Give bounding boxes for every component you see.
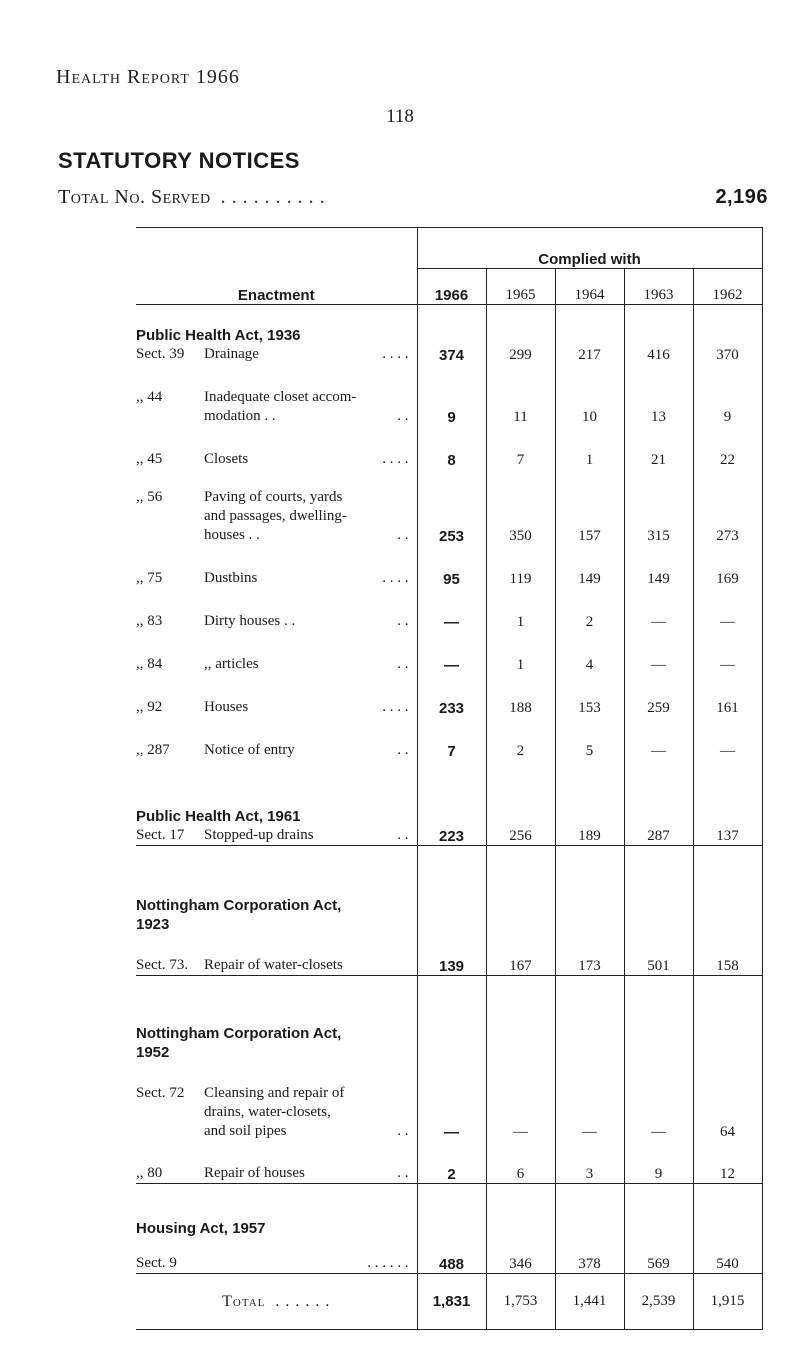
table-body (136, 305, 762, 1330)
value-cell: 315 (624, 469, 693, 545)
value-cell: — (693, 717, 762, 760)
act-title: Housing Act, 1957 (136, 1220, 266, 1237)
act-title: Public Health Act, 1961 (136, 808, 301, 825)
value-cell: 149 (624, 545, 693, 588)
section-description: and passages, dwelling- (204, 507, 347, 524)
total-value-cell: 2,539 (624, 1274, 693, 1330)
section-description: Closets (204, 450, 249, 467)
year-header: 1962 (693, 269, 762, 305)
value-cell: 7 (417, 717, 486, 760)
section-ref: ,, 45 (136, 450, 163, 467)
table-row (136, 631, 762, 674)
leader-dots: . . . . (382, 345, 409, 362)
running-head: Health Report 1966 (56, 66, 240, 88)
statutory-notices-table (136, 227, 763, 1330)
section-ref: ,, 92 (136, 698, 163, 715)
value-cell: 64 (693, 976, 762, 1141)
enactment-header: Enactment (136, 228, 417, 305)
section-ref: Sect. 72 (136, 1084, 185, 1101)
enactment-cell (136, 588, 417, 631)
section-description: Stopped-up drains (204, 827, 314, 843)
year-header: 1966 (417, 269, 486, 305)
leader-dots: . . (397, 1122, 409, 1139)
enactment-cell (136, 545, 417, 588)
section-description: ,, articles (204, 655, 259, 672)
value-cell: 4 (555, 631, 624, 674)
act-title: Nottingham Corporation Act, 1952 (136, 1024, 342, 1061)
leader-dots: . . (397, 827, 409, 843)
table-row (136, 588, 762, 631)
leader-dots: . . . . (382, 698, 409, 715)
leader-dots: . . (397, 407, 409, 424)
value-cell: — (693, 631, 762, 674)
enactment-cell (136, 1141, 417, 1184)
value-cell: 3 (555, 1141, 624, 1184)
value-cell: 189 (555, 760, 624, 846)
value-cell: — (693, 588, 762, 631)
value-cell: 21 (624, 426, 693, 469)
value-cell: 5 (555, 717, 624, 760)
value-cell: 217 (555, 305, 624, 364)
value-cell: 161 (693, 674, 762, 717)
year-header: 1965 (486, 269, 555, 305)
value-cell: 2 (417, 1141, 486, 1184)
value-cell: 346 (486, 1184, 555, 1274)
section-description: Dustbins (204, 569, 258, 586)
value-cell: 13 (624, 364, 693, 426)
value-cell: 149 (555, 545, 624, 588)
enactment-cell (136, 760, 417, 846)
served-total: 2,196 (715, 186, 768, 208)
enactment-cell (136, 469, 417, 545)
value-cell: 569 (624, 1184, 693, 1274)
value-cell: 299 (486, 305, 555, 364)
section-ref: ,, 84 (136, 655, 163, 672)
total-value-cell: 1,753 (486, 1274, 555, 1330)
value-cell: 10 (555, 364, 624, 426)
value-cell: — (624, 976, 693, 1141)
enactment-cell (136, 674, 417, 717)
section-ref: Sect. 17 (136, 827, 185, 843)
leader-dots: . . (397, 612, 409, 629)
section-description: drains, water-closets, (204, 1103, 331, 1120)
value-cell: — (417, 631, 486, 674)
table-row (136, 469, 762, 545)
total-value-cell: 1,831 (417, 1274, 486, 1330)
value-cell: 11 (486, 364, 555, 426)
table-row (136, 674, 762, 717)
leader-dots: . . . . . . (367, 1255, 409, 1271)
value-cell: 6 (486, 1141, 555, 1184)
value-cell: 119 (486, 545, 555, 588)
leader-dots: . . . . (382, 569, 409, 586)
value-cell: 157 (555, 469, 624, 545)
section-ref: ,, 75 (136, 569, 163, 586)
value-cell: 287 (624, 760, 693, 846)
total-value-cell: 1,915 (693, 1274, 762, 1330)
table-row (136, 1184, 762, 1274)
section-description: Notice of entry (204, 741, 295, 758)
value-cell: — (624, 631, 693, 674)
value-cell: 95 (417, 545, 486, 588)
total-served-line (58, 186, 768, 209)
value-cell: 1 (486, 588, 555, 631)
enactment-cell (136, 426, 417, 469)
enactment-cell (136, 717, 417, 760)
value-cell: 139 (417, 846, 486, 976)
value-cell: 2 (555, 588, 624, 631)
value-cell: 22 (693, 426, 762, 469)
table-row (136, 760, 762, 846)
value-cell: 173 (555, 846, 624, 976)
section-description: Repair of houses (204, 1165, 305, 1181)
value-cell: 2 (486, 717, 555, 760)
section-ref: ,, 56 (136, 488, 163, 505)
section-ref: Sect. 9 (136, 1255, 177, 1271)
value-cell: 378 (555, 1184, 624, 1274)
section-description: Repair of water-closets (204, 957, 343, 973)
value-cell: 488 (417, 1184, 486, 1274)
leader-dots: . . . . (382, 450, 409, 467)
leader-dots: . . . . . . (275, 1292, 331, 1310)
page-title: STATUTORY NOTICES (58, 148, 300, 173)
table-row (136, 846, 762, 976)
section-ref: ,, 287 (136, 741, 170, 758)
value-cell: 188 (486, 674, 555, 717)
value-cell: 256 (486, 760, 555, 846)
value-cell: 1 (555, 426, 624, 469)
enactment-cell (136, 631, 417, 674)
value-cell: 8 (417, 426, 486, 469)
value-cell: 1 (486, 631, 555, 674)
value-cell: 9 (624, 1141, 693, 1184)
section-description: Cleansing and repair of (204, 1084, 345, 1101)
value-cell: 9 (417, 364, 486, 426)
leader-dots: . . (397, 1165, 409, 1181)
table-row (136, 717, 762, 760)
leader-dots: . . (397, 655, 409, 672)
total-label-cell (136, 1274, 417, 1330)
section-description: Dirty houses . . (204, 612, 296, 629)
leader-dots: . . (397, 526, 409, 543)
act-title: Public Health Act, 1936 (136, 326, 301, 344)
table-row (136, 545, 762, 588)
value-cell: 350 (486, 469, 555, 545)
enactment-cell (136, 364, 417, 426)
value-cell: 223 (417, 760, 486, 846)
value-cell: 153 (555, 674, 624, 717)
complied-header: Complied with (417, 228, 762, 269)
value-cell: — (417, 588, 486, 631)
value-cell: 253 (417, 469, 486, 545)
table-row (136, 1141, 762, 1184)
value-cell: 167 (486, 846, 555, 976)
served-label: Total No. Served (58, 186, 211, 208)
section-description: Houses (204, 698, 249, 715)
value-cell: 416 (624, 305, 693, 364)
value-cell: 370 (693, 305, 762, 364)
value-cell: 540 (693, 1184, 762, 1274)
total-row (136, 1274, 762, 1330)
value-cell: 137 (693, 760, 762, 846)
value-cell: — (624, 717, 693, 760)
enactment-cell (136, 305, 417, 364)
value-cell: 169 (693, 545, 762, 588)
section-ref: ,, 44 (136, 388, 163, 405)
enactment-cell (136, 1184, 417, 1274)
served-leader: . . . . . . . . . . (220, 186, 326, 208)
act-title: Nottingham Corporation Act, 1923 (136, 897, 342, 933)
table-row (136, 426, 762, 469)
leader-dots: . . (397, 741, 409, 758)
table-row (136, 364, 762, 426)
value-cell: — (417, 976, 486, 1141)
page-number: 118 (386, 106, 414, 127)
total-value-cell: 1,441 (555, 1274, 624, 1330)
table-row (136, 305, 762, 364)
value-cell: 9 (693, 364, 762, 426)
value-cell: 259 (624, 674, 693, 717)
value-cell: 374 (417, 305, 486, 364)
section-ref: Sect. 73. (136, 957, 189, 973)
year-header: 1963 (624, 269, 693, 305)
value-cell: 158 (693, 846, 762, 976)
section-description: houses . . (204, 526, 260, 543)
value-cell: — (624, 588, 693, 631)
section-description: Drainage (204, 345, 259, 362)
section-description: Inadequate closet accom- (204, 388, 357, 405)
table-row (136, 976, 762, 1141)
section-ref: ,, 83 (136, 612, 163, 629)
total-label: Total (222, 1292, 266, 1310)
value-cell: 273 (693, 469, 762, 545)
section-description: and soil pipes (204, 1122, 287, 1139)
value-cell: 7 (486, 426, 555, 469)
section-description: Paving of courts, yards (204, 488, 343, 505)
section-ref: Sect. 39 (136, 345, 185, 362)
value-cell: — (486, 976, 555, 1141)
enactment-cell (136, 976, 417, 1141)
value-cell: 501 (624, 846, 693, 976)
section-ref: ,, 80 (136, 1165, 163, 1181)
enactment-cell (136, 846, 417, 976)
year-header: 1964 (555, 269, 624, 305)
value-cell: 12 (693, 1141, 762, 1184)
value-cell: — (555, 976, 624, 1141)
value-cell: 233 (417, 674, 486, 717)
section-description: modation . . (204, 407, 276, 424)
